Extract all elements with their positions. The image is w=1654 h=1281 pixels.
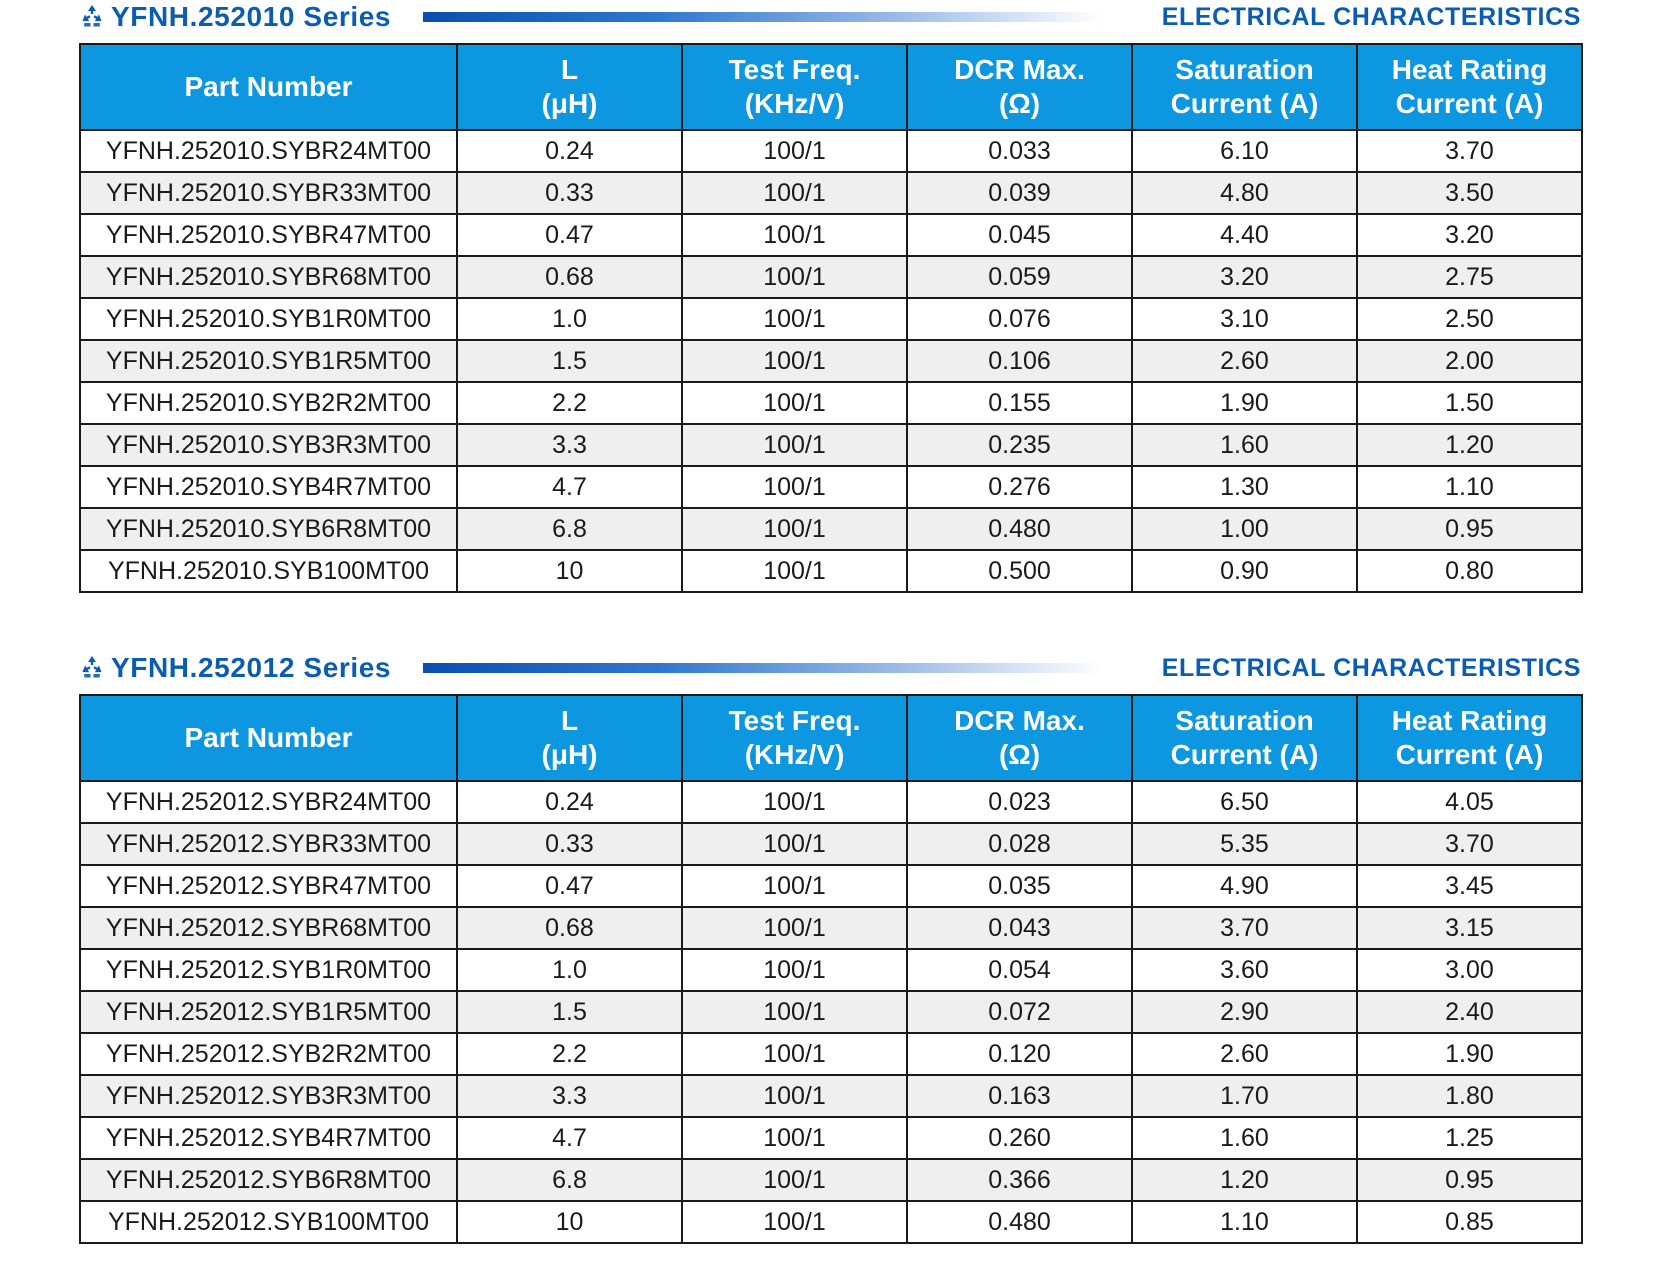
cell-test-freq: 100/1 — [682, 1117, 907, 1159]
cell-heat-rating-current: 3.20 — [1357, 214, 1582, 256]
cell-inductance: 6.8 — [457, 1159, 682, 1201]
cell-heat-rating-current: 2.40 — [1357, 991, 1582, 1033]
cell-dcr-max: 0.480 — [907, 1201, 1132, 1243]
cell-inductance: 0.24 — [457, 130, 682, 172]
cell-dcr-max: 0.023 — [907, 781, 1132, 823]
cell-inductance: 1.0 — [457, 949, 682, 991]
series-header — [79, 651, 1581, 687]
cell-part-number: YFNH.252012.SYBR47MT00 — [80, 865, 457, 907]
series-section-252012 — [79, 651, 1581, 1236]
cell-dcr-max: 0.366 — [907, 1159, 1132, 1201]
cell-inductance: 0.47 — [457, 214, 682, 256]
cell-saturation-current: 4.90 — [1132, 865, 1357, 907]
cell-saturation-current: 1.30 — [1132, 466, 1357, 508]
cell-test-freq: 100/1 — [682, 1033, 907, 1075]
header-divider-line — [423, 663, 1103, 673]
cell-test-freq: 100/1 — [682, 172, 907, 214]
cell-saturation-current: 4.40 — [1132, 214, 1357, 256]
cell-inductance: 0.47 — [457, 865, 682, 907]
cell-heat-rating-current: 0.85 — [1357, 1201, 1582, 1243]
cell-dcr-max: 0.276 — [907, 466, 1132, 508]
cell-test-freq: 100/1 — [682, 949, 907, 991]
electrical-characteristics-label: ELECTRICAL CHARACTERISTICS — [1161, 654, 1581, 682]
cell-inductance: 1.0 — [457, 298, 682, 340]
cell-dcr-max: 0.045 — [907, 214, 1132, 256]
cell-heat-rating-current: 1.20 — [1357, 424, 1582, 466]
cell-saturation-current: 1.60 — [1132, 1117, 1357, 1159]
cell-heat-rating-current: 1.90 — [1357, 1033, 1582, 1075]
cell-test-freq: 100/1 — [682, 130, 907, 172]
cell-heat-rating-current: 4.05 — [1357, 781, 1582, 823]
cell-part-number: YFNH.252010.SYB100MT00 — [80, 550, 457, 592]
electrical-characteristics-table — [79, 43, 1583, 593]
table-row — [80, 172, 1582, 214]
cell-saturation-current: 3.20 — [1132, 256, 1357, 298]
cell-heat-rating-current: 0.80 — [1357, 550, 1582, 592]
table-row — [80, 382, 1582, 424]
cell-part-number: YFNH.252012.SYBR33MT00 — [80, 823, 457, 865]
cell-inductance: 2.2 — [457, 1033, 682, 1075]
cell-heat-rating-current: 0.95 — [1357, 1159, 1582, 1201]
cell-inductance: 4.7 — [457, 1117, 682, 1159]
cell-test-freq: 100/1 — [682, 340, 907, 382]
table-row — [80, 340, 1582, 382]
series-header — [79, 0, 1581, 36]
table-row — [80, 130, 1582, 172]
cell-test-freq: 100/1 — [682, 550, 907, 592]
table-row — [80, 298, 1582, 340]
cell-heat-rating-current: 1.10 — [1357, 466, 1582, 508]
cell-part-number: YFNH.252012.SYB2R2MT00 — [80, 1033, 457, 1075]
cell-dcr-max: 0.054 — [907, 949, 1132, 991]
cell-heat-rating-current: 3.70 — [1357, 130, 1582, 172]
cell-saturation-current: 1.20 — [1132, 1159, 1357, 1201]
header-saturation-current: Saturation Current (A) — [1132, 695, 1357, 781]
cell-inductance: 0.68 — [457, 256, 682, 298]
cell-dcr-max: 0.106 — [907, 340, 1132, 382]
cell-part-number: YFNH.252012.SYBR24MT00 — [80, 781, 457, 823]
series-title: YFNH.252010 Series — [111, 1, 392, 32]
table-row — [80, 1201, 1582, 1243]
series-section-252010 — [79, 0, 1581, 585]
cell-heat-rating-current: 1.50 — [1357, 382, 1582, 424]
table-row — [80, 214, 1582, 256]
cell-part-number: YFNH.252012.SYB1R0MT00 — [80, 949, 457, 991]
cell-dcr-max: 0.155 — [907, 382, 1132, 424]
cell-dcr-max: 0.072 — [907, 991, 1132, 1033]
cell-saturation-current: 2.90 — [1132, 991, 1357, 1033]
cell-heat-rating-current: 3.15 — [1357, 907, 1582, 949]
cell-part-number: YFNH.252012.SYB1R5MT00 — [80, 991, 457, 1033]
table-row — [80, 823, 1582, 865]
header-test-freq: Test Freq. (KHz/V) — [682, 44, 907, 130]
cell-dcr-max: 0.076 — [907, 298, 1132, 340]
cell-inductance: 1.5 — [457, 340, 682, 382]
cell-test-freq: 100/1 — [682, 865, 907, 907]
cell-test-freq: 100/1 — [682, 1075, 907, 1117]
cell-dcr-max: 0.480 — [907, 508, 1132, 550]
cell-dcr-max: 0.163 — [907, 1075, 1132, 1117]
cell-dcr-max: 0.059 — [907, 256, 1132, 298]
recycle-icon — [79, 654, 105, 680]
table-row — [80, 1117, 1582, 1159]
cell-test-freq: 100/1 — [682, 1159, 907, 1201]
cell-heat-rating-current: 2.00 — [1357, 340, 1582, 382]
cell-dcr-max: 0.260 — [907, 1117, 1132, 1159]
header-part-number: Part Number — [80, 44, 457, 130]
header-heat-rating-current: Heat Rating Current (A) — [1357, 44, 1582, 130]
table-body — [80, 781, 1582, 1243]
table-header-row — [80, 695, 1582, 781]
cell-part-number: YFNH.252010.SYB2R2MT00 — [80, 382, 457, 424]
cell-heat-rating-current: 2.50 — [1357, 298, 1582, 340]
cell-inductance: 10 — [457, 1201, 682, 1243]
cell-test-freq: 100/1 — [682, 424, 907, 466]
cell-dcr-max: 0.039 — [907, 172, 1132, 214]
cell-saturation-current: 3.70 — [1132, 907, 1357, 949]
table-body — [80, 130, 1582, 592]
cell-saturation-current: 2.60 — [1132, 1033, 1357, 1075]
table-row — [80, 466, 1582, 508]
cell-saturation-current: 6.50 — [1132, 781, 1357, 823]
cell-test-freq: 100/1 — [682, 256, 907, 298]
series-title: YFNH.252012 Series — [111, 652, 392, 683]
cell-saturation-current: 1.90 — [1132, 382, 1357, 424]
cell-part-number: YFNH.252010.SYB3R3MT00 — [80, 424, 457, 466]
cell-test-freq: 100/1 — [682, 823, 907, 865]
cell-part-number: YFNH.252012.SYBR68MT00 — [80, 907, 457, 949]
header-saturation-current: Saturation Current (A) — [1132, 44, 1357, 130]
cell-test-freq: 100/1 — [682, 781, 907, 823]
header-dcr-max: DCR Max. (Ω) — [907, 44, 1132, 130]
header-divider-line — [423, 12, 1103, 22]
cell-part-number: YFNH.252010.SYB1R5MT00 — [80, 340, 457, 382]
table-row — [80, 949, 1582, 991]
header-test-freq: Test Freq. (KHz/V) — [682, 695, 907, 781]
cell-saturation-current: 5.35 — [1132, 823, 1357, 865]
table-row — [80, 1159, 1582, 1201]
table-row — [80, 1033, 1582, 1075]
cell-inductance: 0.68 — [457, 907, 682, 949]
table-row — [80, 508, 1582, 550]
cell-dcr-max: 0.120 — [907, 1033, 1132, 1075]
cell-inductance: 0.24 — [457, 781, 682, 823]
cell-dcr-max: 0.035 — [907, 865, 1132, 907]
electrical-characteristics-label: ELECTRICAL CHARACTERISTICS — [1161, 3, 1581, 31]
cell-inductance: 4.7 — [457, 466, 682, 508]
cell-heat-rating-current: 3.45 — [1357, 865, 1582, 907]
table-row — [80, 256, 1582, 298]
cell-test-freq: 100/1 — [682, 382, 907, 424]
cell-inductance: 1.5 — [457, 991, 682, 1033]
cell-heat-rating-current: 3.70 — [1357, 823, 1582, 865]
cell-test-freq: 100/1 — [682, 508, 907, 550]
cell-dcr-max: 0.033 — [907, 130, 1132, 172]
cell-part-number: YFNH.252010.SYBR68MT00 — [80, 256, 457, 298]
table-row — [80, 865, 1582, 907]
table-row — [80, 781, 1582, 823]
table-row — [80, 424, 1582, 466]
header-inductance: L (μH) — [457, 695, 682, 781]
cell-heat-rating-current: 2.75 — [1357, 256, 1582, 298]
table-row — [80, 1075, 1582, 1117]
cell-heat-rating-current: 1.80 — [1357, 1075, 1582, 1117]
cell-part-number: YFNH.252010.SYBR33MT00 — [80, 172, 457, 214]
cell-test-freq: 100/1 — [682, 907, 907, 949]
cell-part-number: YFNH.252010.SYB6R8MT00 — [80, 508, 457, 550]
header-part-number: Part Number — [80, 695, 457, 781]
cell-inductance: 0.33 — [457, 823, 682, 865]
header-heat-rating-current: Heat Rating Current (A) — [1357, 695, 1582, 781]
cell-test-freq: 100/1 — [682, 298, 907, 340]
cell-part-number: YFNH.252010.SYB4R7MT00 — [80, 466, 457, 508]
cell-saturation-current: 1.60 — [1132, 424, 1357, 466]
cell-part-number: YFNH.252012.SYB3R3MT00 — [80, 1075, 457, 1117]
cell-saturation-current: 4.80 — [1132, 172, 1357, 214]
table-row — [80, 907, 1582, 949]
cell-dcr-max: 0.235 — [907, 424, 1132, 466]
cell-heat-rating-current: 1.25 — [1357, 1117, 1582, 1159]
cell-part-number: YFNH.252012.SYB4R7MT00 — [80, 1117, 457, 1159]
cell-heat-rating-current: 3.00 — [1357, 949, 1582, 991]
cell-saturation-current: 2.60 — [1132, 340, 1357, 382]
cell-saturation-current: 1.70 — [1132, 1075, 1357, 1117]
cell-saturation-current: 3.60 — [1132, 949, 1357, 991]
cell-test-freq: 100/1 — [682, 1201, 907, 1243]
cell-inductance: 3.3 — [457, 424, 682, 466]
cell-dcr-max: 0.500 — [907, 550, 1132, 592]
cell-test-freq: 100/1 — [682, 466, 907, 508]
cell-test-freq: 100/1 — [682, 991, 907, 1033]
header-dcr-max: DCR Max. (Ω) — [907, 695, 1132, 781]
cell-part-number: YFNH.252010.SYB1R0MT00 — [80, 298, 457, 340]
cell-saturation-current: 6.10 — [1132, 130, 1357, 172]
recycle-icon — [79, 3, 105, 29]
electrical-characteristics-table — [79, 694, 1583, 1244]
cell-inductance: 10 — [457, 550, 682, 592]
cell-dcr-max: 0.043 — [907, 907, 1132, 949]
cell-saturation-current: 3.10 — [1132, 298, 1357, 340]
header-inductance: L (μH) — [457, 44, 682, 130]
cell-part-number: YFNH.252010.SYBR24MT00 — [80, 130, 457, 172]
cell-dcr-max: 0.028 — [907, 823, 1132, 865]
table-row — [80, 550, 1582, 592]
cell-saturation-current: 0.90 — [1132, 550, 1357, 592]
cell-test-freq: 100/1 — [682, 214, 907, 256]
table-row — [80, 991, 1582, 1033]
cell-heat-rating-current: 3.50 — [1357, 172, 1582, 214]
table-header-row — [80, 44, 1582, 130]
cell-part-number: YFNH.252010.SYBR47MT00 — [80, 214, 457, 256]
cell-part-number: YFNH.252012.SYB6R8MT00 — [80, 1159, 457, 1201]
cell-inductance: 3.3 — [457, 1075, 682, 1117]
cell-part-number: YFNH.252012.SYB100MT00 — [80, 1201, 457, 1243]
cell-inductance: 0.33 — [457, 172, 682, 214]
cell-saturation-current: 1.10 — [1132, 1201, 1357, 1243]
cell-heat-rating-current: 0.95 — [1357, 508, 1582, 550]
cell-saturation-current: 1.00 — [1132, 508, 1357, 550]
cell-inductance: 6.8 — [457, 508, 682, 550]
cell-inductance: 2.2 — [457, 382, 682, 424]
